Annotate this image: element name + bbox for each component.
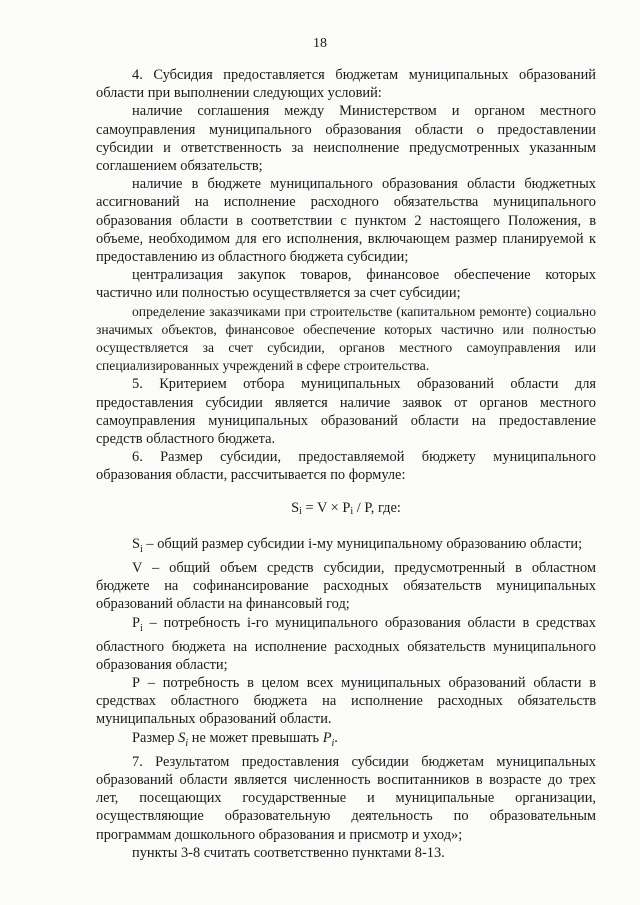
formula-s: S <box>291 499 300 516</box>
page-number: 18 <box>313 36 327 51</box>
dash-2: – <box>142 614 164 631</box>
paragraph-7: 7. Результатом предоставления субсидии бюджетам муниципальных образований области является численность воспитанников в возрасте до трех лет, посещающих государственные и муниципальные организации, осуществляющие образовательную деятельность по образовательным программам дошкольного образования и присмотр и уход»; <box>96 753 596 843</box>
definition-si <box>96 535 596 559</box>
limit-mid: не может превышать <box>188 729 323 746</box>
paragraph-4: 4. Субсидия предоставляется бюджетам муниципальных образований области при выполнении следующих условий: <box>96 67 596 102</box>
definition-pi <box>96 614 596 674</box>
dash: – <box>142 535 158 552</box>
condition-budget-allocations: наличие в бюджете муниципального образования области бюджетных ассигнований на исполнение расходного обязательства муниципального образования области в соответствии с пунктом 2 настоящего Положения, в объеме, необходимом для его исполнения, включающем размер планируемой к предоставлению из областного бюджета субсидии; <box>96 176 596 266</box>
formula-part-2: / P, где: <box>353 499 401 516</box>
definition-p: Р – потребность в целом всех муниципальных образований области в средствах областного бюджета на исполнение расходных обязательств муниципальных образований области. <box>96 675 596 728</box>
definition-si-text: общий размер субсидии i-му муниципальному образованию области; <box>157 535 583 552</box>
limit-period: . <box>334 729 338 746</box>
limit-symbol-s: S <box>178 729 186 746</box>
limit-statement <box>96 729 596 753</box>
limit-prefix: Размер <box>132 729 179 746</box>
definition-pi-text: потребность i-го муниципального образования области в средствах областного бюджета на исполнение расходных обязательств муниципального образования области; <box>96 614 597 673</box>
condition-agreement: наличие соглашения между Министерством и органом местного самоуправления муниципального образования области о предоставлении субсидии и ответственность за неисполнение предусмотренных указанным соглашением обязательств; <box>96 103 596 175</box>
formula-part-1: = V × P <box>301 499 351 516</box>
formula-sub-i-2: i <box>350 505 354 517</box>
paragraph-5: 5. Критерием отбора муниципальных образований области для предоставления субсидии является наличие заявок от органов местного самоуправления муниципальных образований области на предоставление средств областного бюджета. <box>96 376 596 448</box>
definition-v: V – общий объем средств субсидии, предусмотренный в областном бюджете на софинансирование расходных обязательств муниципальных образований области на финансовый год; <box>96 559 596 613</box>
symbol-p: P <box>132 614 141 631</box>
paragraph-6: 6. Размер субсидии, предоставляемой бюджету муниципального образования области, рассчитывается по формуле: <box>96 449 596 484</box>
condition-customers: определение заказчиками при строительстве (капитальном ремонте) социально значимых объектов, финансовое обеспечение которых частично или полностью осуществляется за счет субсидии, органов местного самоуправления или специализированных учреждений в сфере строительства. <box>96 303 596 374</box>
symbol-s: S <box>132 535 141 552</box>
limit-symbol-sub-i: i <box>185 737 189 749</box>
symbol-sub-i-2: i <box>140 622 143 634</box>
symbol-sub-i: i <box>140 543 143 555</box>
renumbering-clause: пункты 3-8 считать соответственно пунктами 8-13. <box>132 844 445 861</box>
formula <box>96 499 596 517</box>
limit-symbol-sub-i-2: i <box>331 737 335 749</box>
document-body <box>96 66 596 862</box>
condition-centralized-procurement: централизация закупок товаров, финансовое обеспечение которых частично или полностью осуществляется за счет субсидии; <box>96 267 596 302</box>
formula-sub-i: i <box>299 505 302 517</box>
limit-symbol-p: P <box>322 729 332 746</box>
